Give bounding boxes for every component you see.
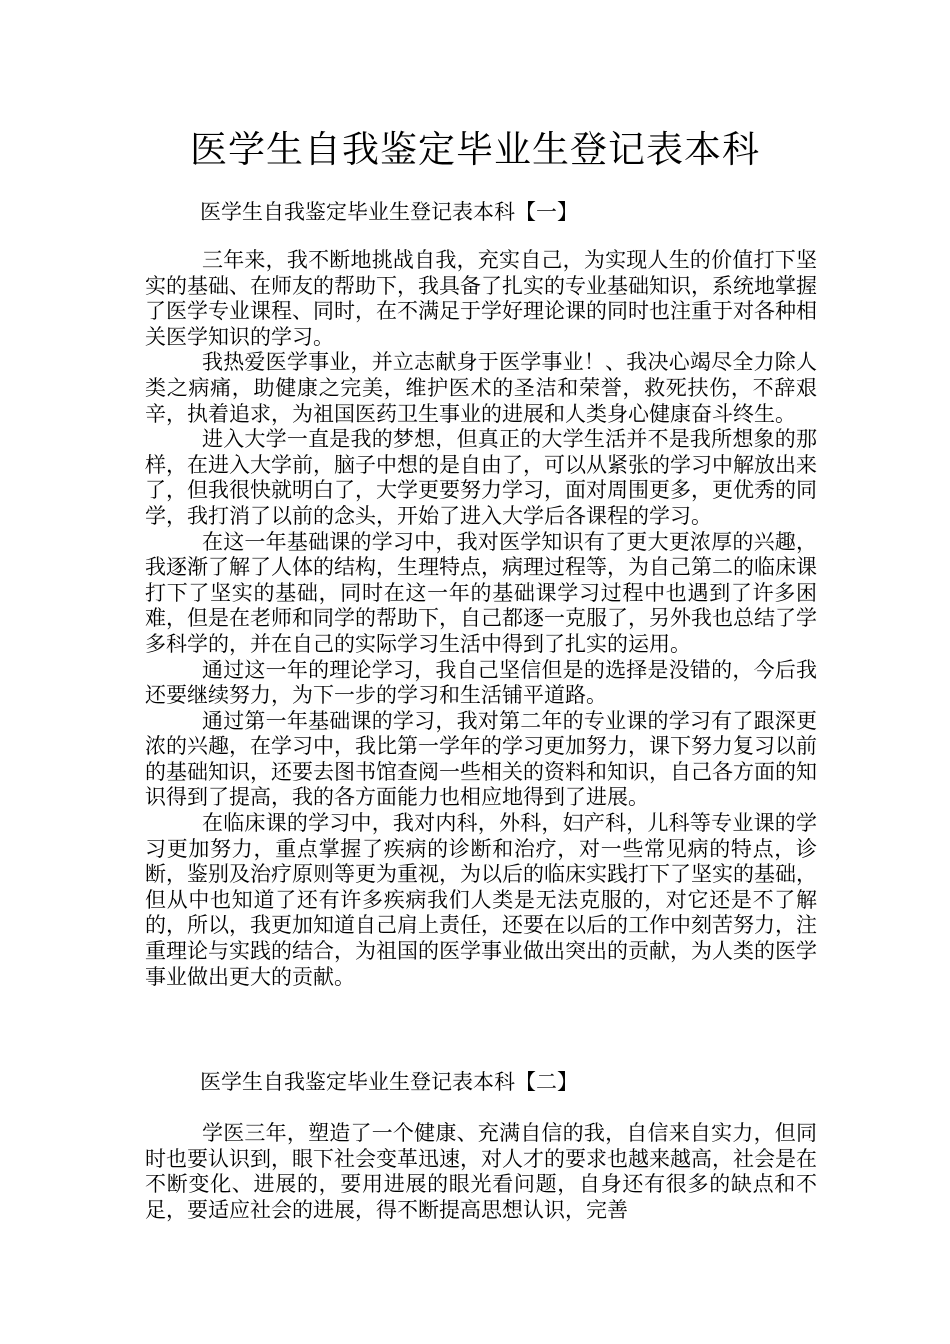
paragraph: 学医三年，塑造了一个健康、充满自信的我，自信来自实力，但同时也要认识到，眼下社会变革迅速，对人才的要求也越来越高，社会是在不断变化、进展的，要用进展的眼光看问题，自身还有很多的缺点和不足，要适应社会的进展，得不断提高思想认识，完善 bbox=[145, 1121, 817, 1222]
paragraph: 通过第一年基础课的学习，我对第二年的专业课的学习有了跟深更浓的兴趣，在学习中，我比第一学年的学习更加努力，课下努力复习以前的基础知识，还要去图书馆查阅一些相关的资料和知识，自己各方面的知识得到了提高，我的各方面能力也相应地得到了进展。 bbox=[145, 708, 817, 810]
paragraph: 进入大学一直是我的梦想，但真正的大学生活并不是我所想象的那样，在进入大学前，脑子中想的是自由了，可以从紧张的学习中解放出来了，但我很快就明白了，大学更要努力学习，面对周围更多，更优秀的同学，我打消了以前的念头，开始了进入大学后各课程的学习。 bbox=[145, 427, 817, 528]
paragraph: 通过这一年的理论学习，我自己坚信但是的选择是没错的，今后我还要继续努力，为下一步的学习和生活铺平道路。 bbox=[145, 657, 817, 708]
section-1-body bbox=[145, 248, 817, 990]
section-heading-1: 医学生自我鉴定毕业生登记表本科【一】 bbox=[200, 200, 578, 224]
paragraph: 在临床课的学习中，我对内科，外科，妇产科，儿科等专业课的学习更加努力，重点掌握了疾病的诊断和治疗，对一些常见病的特点，诊断，鉴别及治疗原则等更为重视，为以后的临床实践打下了坚实的基础，但从中也知道了还有许多疾病我们人类是无法克服的，对它还是不了解的，所以，我更加知道自己肩上责任，还要在以后的工作中刻苦努力，注重理论与实践的结合，为祖国的医学事业做出突出的贡献，为人类的医学事业做出更大的贡献。 bbox=[145, 811, 817, 989]
paragraph: 我热爱医学事业，并立志献身于医学事业！、我决心竭尽全力除人类之病痛，助健康之完美，维护医术的圣洁和荣誉，救死扶伤，不辞艰辛，执着追求，为祖国医药卫生事业的进展和人类身心健康奋斗终生。 bbox=[145, 350, 817, 426]
paragraph: 三年来，我不断地挑战自我，充实自己，为实现人生的价值打下坚实的基础、在师友的帮助下，我具备了扎实的专业基础知识，系统地掌握了医学专业课程、同时，在不满足于学好理论课的同时也注重于对各种相关医学知识的学习。 bbox=[145, 248, 817, 349]
section-2-body bbox=[145, 1121, 817, 1223]
section-heading-2: 医学生自我鉴定毕业生登记表本科【二】 bbox=[200, 1070, 578, 1094]
document-title: 医学生自我鉴定毕业生登记表本科 bbox=[190, 128, 760, 171]
paragraph: 在这一年基础课的学习中，我对医学知识有了更大更浓厚的兴趣，我逐渐了解了人体的结构，生理特点，病理过程等，为自己第二的临床课打下了坚实的基础，同时在这一年的基础课学习过程中也遇到了许多困难，但是在老师和同学的帮助下，自己都逐一克服了，另外我也总结了学多科学的，并在自己的实际学习生活中得到了扎实的运用。 bbox=[145, 529, 817, 656]
